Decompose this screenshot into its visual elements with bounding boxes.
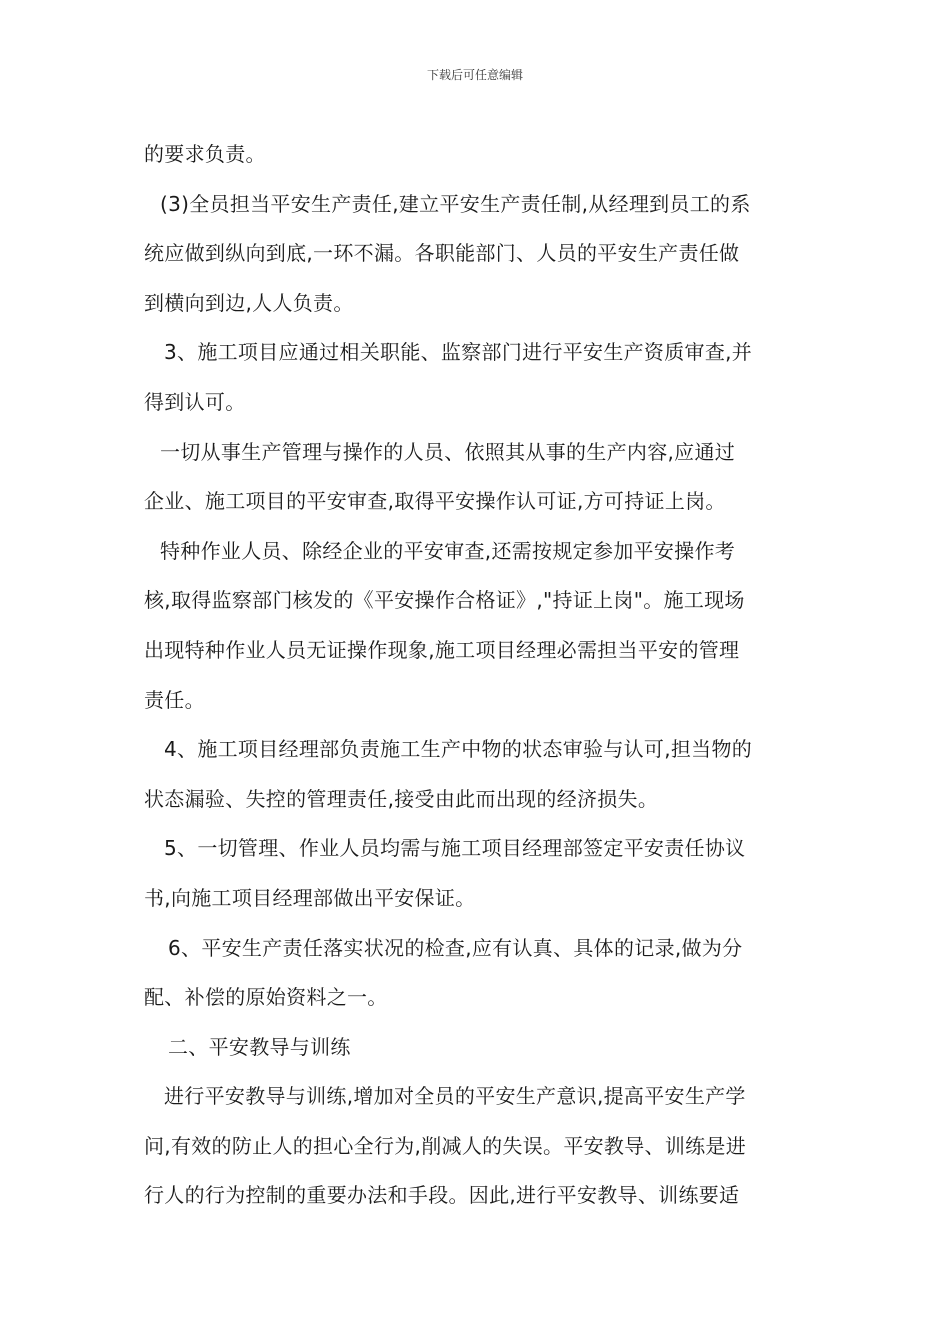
text-line: 责任。 [144,687,205,712]
text-line: 出现特种作业人员无证操作现象,施工项目经理必需担当平安的管理 [144,637,740,662]
text-line: 5、一切管理、作业人员均需与施工项目经理部签定平安责任协议 [164,836,746,861]
text-line: 6、平安生产责任落实状况的检查,应有认真、具体的记录,做为分 [168,935,743,960]
document-body [144,130,808,1221]
text-line: 配、补偿的原始资料之一。 [144,985,388,1010]
text-line: 的要求负责。 [144,142,266,166]
text-line: 4、施工项目经理部负责施工生产中物的状态审验与认可,担当物的 [164,737,753,762]
text-line: 状态漏验、失控的管理责任,接受由此而出现的经济损失。 [144,786,659,811]
text-line: 企业、施工项目的平安审查,取得平安操作认可证,方可持证上岗。 [144,489,726,514]
text-line: 统应做到纵向到底,一环不漏。各职能部门、人员的平安生产责任做 [144,241,740,266]
text-line: (3)全员担当平安生产责任,建立平安生产责任制,从经理到员工的系 [160,191,751,216]
text-line: 3、施工项目应通过相关职能、监察部门进行平安生产资质审查,并 [164,340,753,365]
text-line: 问,有效的防止人的担心全行为,削减人的失误。平安教导、训练是进 [144,1133,747,1158]
text-line: 进行平安教导与训练,增加对全员的平安生产意识,提高平安生产学 [164,1084,746,1109]
section-heading: 二、平安教导与训练 [168,1034,351,1059]
text-line: 核,取得监察部门核发的《平安操作合格证》,"持证上岗"。施工现场 [144,588,745,613]
page-header: 下载后可任意编辑 [426,68,523,82]
text-line: 得到认可。 [144,389,246,414]
text-line: 书,向施工项目经理部做出平安保证。 [144,885,476,910]
text-line: 到横向到边,人人负责。 [144,290,354,315]
text-line: 特种作业人员、除经企业的平安审查,还需按规定参加平安操作考 [160,538,736,563]
text-line: 行人的行为控制的重要办法和手段。因此,进行平安教导、训练要适 [144,1183,740,1208]
text-line: 一切从事生产管理与操作的人员、依照其从事的生产内容,应通过 [160,439,736,464]
